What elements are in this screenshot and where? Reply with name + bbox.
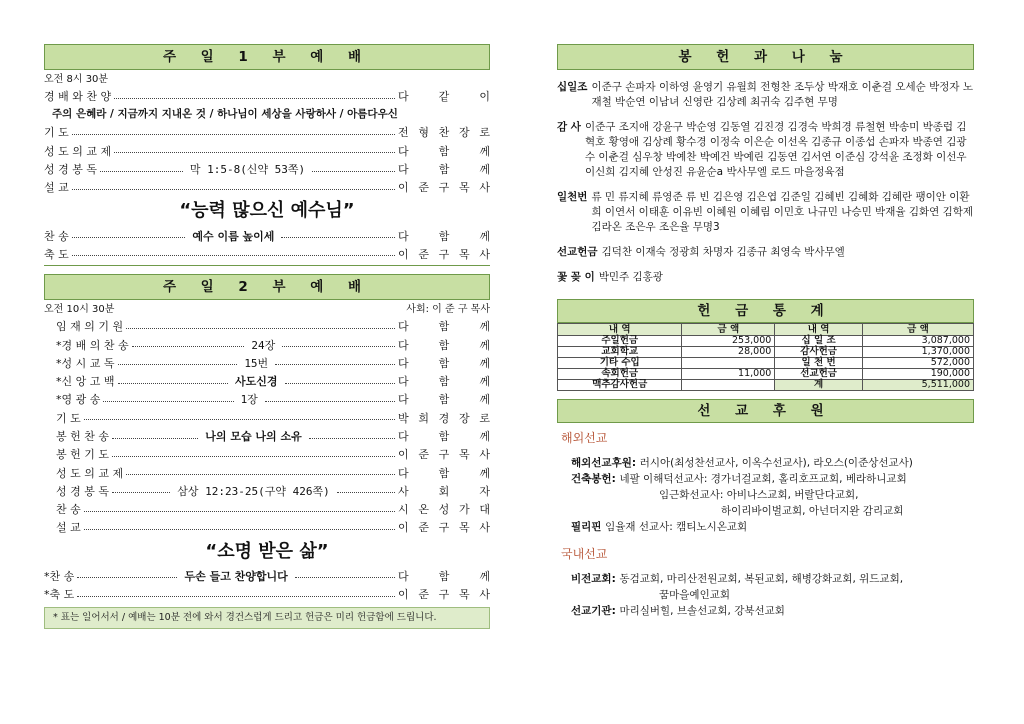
- money-item: 속회헌금: [558, 369, 682, 380]
- service1-title: 주 일 1 부 예 배: [44, 44, 490, 70]
- order-row: [44, 500, 490, 518]
- leader-char: 께: [479, 338, 490, 352]
- leader-dots: [103, 401, 233, 402]
- leader-char: 다: [398, 569, 409, 583]
- order-item-leader: [398, 228, 490, 244]
- order-row: [44, 87, 490, 105]
- money-table-header: [558, 324, 974, 336]
- leader-char: 함: [438, 393, 450, 407]
- money-amount: 11,000: [682, 369, 775, 380]
- offering-list: [557, 80, 974, 285]
- leader-char: 함: [438, 320, 450, 334]
- order-item-label: 기 도: [56, 411, 81, 425]
- leader-char: 장: [458, 126, 470, 140]
- order-row: [44, 226, 490, 244]
- offering-group: [557, 270, 974, 285]
- offering-group: [557, 80, 974, 110]
- order-item-leader: [398, 161, 490, 177]
- mission-row: [571, 587, 974, 603]
- money-row: [558, 347, 974, 358]
- mission-row: [571, 487, 974, 503]
- leader-dots: [114, 152, 395, 153]
- mission-label: 비전교회:: [571, 573, 620, 585]
- order-item-label: *성 시 교 독: [56, 356, 115, 370]
- order-item-leader: [398, 88, 490, 104]
- mission-row: [571, 519, 974, 535]
- mission-text: 하이리바이벌교회, 아넌더지완 감리교회: [721, 505, 904, 517]
- order-row: [44, 518, 490, 536]
- leader-dots: [337, 492, 395, 493]
- leader-char: 목: [458, 521, 470, 535]
- leader-char: 준: [418, 588, 429, 602]
- order-row: [44, 335, 490, 353]
- order-row: [44, 463, 490, 481]
- order-item-label: *찬 송: [44, 569, 75, 583]
- leader-char: 준: [418, 448, 429, 462]
- order-item-detail: 나의 모습 나의 소유: [205, 430, 302, 443]
- order-row: [44, 245, 490, 263]
- leader-char: 다: [398, 375, 409, 389]
- praise-song-list: 주의 은혜라 / 지금까지 지내온 것 / 하나님이 세상을 사랑하사 / 아름다우신: [52, 108, 398, 121]
- leader-dots: [118, 364, 238, 365]
- order-item-leader: [398, 446, 490, 462]
- leader-dots: [118, 383, 229, 384]
- leader-char: 께: [479, 356, 490, 370]
- order-item-detail: 사도신경: [235, 375, 278, 389]
- mission-row: [571, 603, 974, 619]
- service2-time: 오전 10시 30분: [44, 304, 115, 316]
- money-amount: 572,000: [862, 358, 973, 369]
- order-item-label: 설 교: [44, 181, 69, 195]
- leader-char: 다: [398, 466, 409, 480]
- leader-char: 께: [479, 144, 490, 158]
- leader-dots: [72, 255, 395, 256]
- offering-group-label: 감 사: [557, 121, 581, 133]
- service1-order: [44, 87, 490, 196]
- mission-text: 임율재 선교사: 캠티노시온교회: [605, 521, 748, 533]
- leader-dots: [114, 98, 395, 99]
- leader-dots: [265, 401, 395, 402]
- leader-char: 이: [398, 448, 409, 462]
- leader-dots: [275, 364, 395, 365]
- overseas-mission-heading: 해외선교: [561, 431, 608, 445]
- order-row: [44, 409, 490, 427]
- leader-char: 희: [418, 411, 429, 425]
- leader-dots: [281, 237, 395, 238]
- order-item-detail: 삼상 12:23-25(구약 426쪽): [173, 483, 333, 499]
- leader-char: 께: [479, 466, 490, 480]
- money-amount: 3,087,000: [862, 336, 973, 347]
- order-item-label: 찬 송: [44, 229, 69, 243]
- offering-group: [557, 120, 974, 180]
- leader-char: 다: [398, 338, 409, 352]
- leader-char: 께: [479, 569, 490, 583]
- order-item-leader: [398, 465, 490, 481]
- money-item: 감사헌금: [775, 347, 863, 358]
- offering-title: 봉 헌 과 나 눔: [557, 44, 974, 70]
- leader-dots: [77, 596, 395, 597]
- order-item-label: 기 도: [44, 126, 69, 140]
- leader-char: 준: [418, 521, 429, 535]
- order-row: [44, 160, 490, 178]
- offering-group-names: 김덕찬 이재숙 정광희 차명자 김종규 최영숙 박사무엘: [601, 246, 845, 258]
- leader-dots: [112, 438, 198, 439]
- leader-char: 다: [398, 163, 409, 177]
- divider: [44, 265, 490, 266]
- order-item-label: *경 배 의 찬 송: [56, 338, 129, 352]
- order-item-leader: [398, 428, 490, 444]
- money-amount: 190,000: [862, 369, 973, 380]
- order-row: [44, 123, 490, 141]
- leader-char: 함: [438, 163, 450, 177]
- leader-dots: [100, 171, 183, 172]
- order-row: [44, 372, 490, 390]
- leader-char: 전: [398, 126, 409, 140]
- order-row: [44, 354, 490, 372]
- leader-char: 목: [458, 588, 470, 602]
- leader-char: 목: [458, 448, 470, 462]
- leader-char: 께: [479, 320, 490, 334]
- leader-char: 다: [398, 90, 409, 104]
- order-item-label: 설 교: [56, 521, 81, 535]
- order-item-label: 봉 헌 찬 송: [56, 430, 109, 443]
- leader-dots: [112, 456, 395, 457]
- money-item: 십 일 조: [775, 336, 863, 347]
- order-row: [44, 585, 490, 603]
- money-amount: [682, 358, 775, 369]
- order-item-leader: [398, 124, 490, 140]
- order-item-detail: 예수 이름 높이세: [192, 229, 275, 243]
- leader-char: 다: [398, 144, 409, 158]
- leader-char: 함: [438, 229, 450, 243]
- order-item-leader: [398, 337, 490, 353]
- money-header-cell: 내 역: [775, 324, 863, 336]
- order-item-leader: [398, 410, 490, 426]
- leader-char: 목: [458, 247, 470, 261]
- order-item-leader: [398, 586, 490, 602]
- leader-dots: [77, 577, 177, 578]
- service1-closing: [44, 226, 490, 263]
- order-item-leader: [398, 373, 490, 389]
- service1-meta: [44, 73, 490, 87]
- leader-char: 사: [479, 247, 490, 261]
- leader-char: 함: [438, 356, 450, 370]
- order-item-leader: [398, 355, 490, 371]
- mission-label: 선교기관:: [571, 605, 620, 617]
- money-item: 일 천 번: [775, 358, 863, 369]
- order-row: [44, 482, 490, 500]
- leader-char: 다: [398, 356, 409, 370]
- offering-group: [557, 190, 974, 235]
- money-title: 헌 금 통 계: [557, 299, 974, 323]
- mission-row: [571, 471, 974, 487]
- order-item-label: *축 도: [44, 588, 75, 602]
- money-amount: 28,000: [682, 347, 775, 358]
- order-item-label: 경 배 와 찬 양: [44, 90, 112, 104]
- money-item: 맥추감사헌금: [558, 380, 682, 391]
- leader-char: 가: [458, 503, 470, 517]
- domestic-mission-heading: 국내선교: [561, 547, 608, 561]
- mission-label: 건축봉헌:: [571, 473, 620, 485]
- offering-group-label: 십일조: [557, 81, 588, 93]
- leader-char: 경: [438, 411, 450, 425]
- leader-char: 께: [479, 229, 490, 243]
- leader-dots: [72, 237, 186, 238]
- money-row: [558, 380, 974, 391]
- service2-title: 주 일 2 부 예 배: [44, 274, 490, 300]
- leader-char: 로: [479, 411, 490, 425]
- order-item-leader: [398, 143, 490, 159]
- offering-group-label: 꽃 꽂 이: [557, 271, 595, 283]
- order-row: [44, 178, 490, 196]
- leader-dots: [72, 134, 395, 135]
- money-row: [558, 369, 974, 380]
- leader-char: 구: [438, 588, 450, 602]
- leader-char: 이: [398, 181, 409, 195]
- leader-char: 이: [398, 521, 409, 535]
- leader-char: 준: [418, 181, 429, 195]
- leader-char: 께: [479, 430, 490, 443]
- order-row: [44, 427, 490, 445]
- offering-group-names: 이준구 손파자 이하영 윤영기 유월희 전형찬 조두상 박재호 이춘걸 오세순 박정자 노재철 박순연 이남녀 신영란 김상례 최귀숙 김주현 무명: [591, 81, 974, 108]
- order-item-label: *신 앙 고 백: [56, 375, 115, 389]
- leader-char: 준: [418, 247, 429, 261]
- mission-row: [571, 571, 974, 587]
- money-amount: 1,370,000: [862, 347, 973, 358]
- mission-text: 마리실버힐, 브솔선교회, 강북선교회: [619, 605, 785, 617]
- order-item-label: 봉 헌 기 도: [56, 448, 109, 462]
- leader-char: 께: [479, 393, 490, 407]
- leader-char: 사: [479, 521, 490, 535]
- mission-row: [571, 455, 974, 471]
- leader-dots: [84, 529, 395, 530]
- service2-meta: [44, 303, 490, 317]
- service1-time: 오전 8시 30분: [44, 74, 109, 85]
- order-item-label: 성 경 봉 독: [56, 484, 109, 498]
- money-row: [558, 358, 974, 369]
- order-row: [44, 390, 490, 408]
- leader-char: 함: [438, 144, 450, 158]
- leader-char: 이: [479, 90, 490, 104]
- order-item-label: 성 경 봉 독: [44, 163, 97, 177]
- mission-text: 임근화선교사: 아비나스교회, 버랄단다교회,: [659, 489, 859, 501]
- order-item-leader: [398, 318, 490, 334]
- order-item-detail: 막 1:5-8(신약 53쪽): [186, 161, 309, 177]
- offering-group: [557, 245, 974, 260]
- mission-text: 러시아(최성찬선교사, 이옥수선교사), 라오스(이준상선교사): [639, 457, 913, 469]
- service2-presider: 사회: 이 준 구 목사: [406, 304, 490, 316]
- leader-char: 회: [438, 484, 450, 498]
- offering-group-label: 일천번: [557, 191, 588, 203]
- order-item-leader: [398, 501, 490, 517]
- order-row: [44, 567, 490, 585]
- money-item: 주일헌금: [558, 336, 682, 347]
- service2-closing: [44, 567, 490, 604]
- order-item-detail: 24장: [247, 337, 279, 353]
- mission-label: 필리핀: [571, 521, 606, 533]
- order-item-leader: [398, 179, 490, 195]
- order-row: [44, 445, 490, 463]
- order-item-label: 축 도: [44, 247, 69, 261]
- offering-group-label: 선교헌금: [557, 246, 598, 258]
- right-column: [557, 44, 974, 619]
- leader-dots: [126, 328, 395, 329]
- leader-char: 함: [438, 466, 450, 480]
- leader-char: 함: [438, 430, 450, 443]
- leader-dots: [72, 189, 395, 190]
- leader-dots: [312, 171, 395, 172]
- order-item-leader: [398, 391, 490, 407]
- money-item: 선교헌금: [775, 369, 863, 380]
- leader-dots: [84, 419, 395, 420]
- money-header-cell: 금 액: [682, 324, 775, 336]
- order-item-label: 성 도 의 교 제: [56, 466, 124, 480]
- leader-char: 형: [418, 126, 429, 140]
- order-item-leader: [398, 246, 490, 262]
- leader-char: 다: [398, 430, 409, 443]
- order-item-label: 성 도 의 교 제: [44, 144, 112, 158]
- money-row: [558, 336, 974, 347]
- money-header-cell: 내 역: [558, 324, 682, 336]
- domestic-mission-list: [557, 571, 974, 619]
- order-item-label: 찬 송: [56, 503, 81, 517]
- leader-char: 구: [438, 521, 450, 535]
- mission-text: 네팔 이해덕선교사: 경가너걸교회, 홀리호프교회, 베라하니교회: [619, 473, 907, 485]
- leader-dots: [84, 511, 395, 512]
- service2-sermon-title: “소명 받은 삶”: [205, 540, 329, 562]
- order-item-label: 임 재 의 기 원: [56, 320, 124, 334]
- notice-bar: * 표는 일어서서 / 예배는 10분 전에 와서 경건스럽게 드리고 헌금은 미리 헌금함에 드립니다.: [44, 607, 490, 629]
- mission-title: 선 교 후 원: [557, 399, 974, 423]
- money-item: 계: [775, 380, 863, 391]
- leader-char: 박: [398, 411, 409, 425]
- money-item: 기타 수입: [558, 358, 682, 369]
- mission-label: 해외선교후원:: [571, 457, 640, 469]
- order-item-detail: 두손 들고 찬양합니다: [184, 569, 288, 583]
- service2-order: [44, 317, 490, 537]
- leader-char: 께: [479, 375, 490, 389]
- mission-row: [571, 503, 974, 519]
- leader-char: 로: [479, 126, 490, 140]
- leader-char: 같: [438, 90, 450, 104]
- leader-char: 사: [398, 484, 409, 498]
- order-item-leader: [398, 568, 490, 584]
- leader-char: 사: [479, 181, 490, 195]
- leader-char: 목: [458, 181, 470, 195]
- mission-text: 꿈마을예인교회: [659, 589, 731, 601]
- leader-dots: [295, 577, 395, 578]
- leader-char: 사: [479, 448, 490, 462]
- leader-char: 함: [438, 338, 450, 352]
- leader-dots: [126, 474, 395, 475]
- left-column: [44, 44, 490, 629]
- order-item-detail: 15번: [240, 355, 272, 371]
- order-item-leader: [398, 519, 490, 535]
- leader-char: 구: [438, 181, 450, 195]
- order-row: [44, 317, 490, 335]
- order-item-leader: [398, 483, 490, 499]
- leader-char: 함: [438, 375, 450, 389]
- money-table: [557, 323, 974, 391]
- offering-group-names: 이준구 조지애 강윤구 박순영 김동열 김진경 김경숙 박희경 류철현 박송미 박종럽 김혁호 황영애 김상례 황수경 이정숙 이은순 이선옥 김종규 이종섭 손파자 박종연 김광수 이춘걸 심우창 박예찬 박예건 박예린 김동연 김서연 이준심 강석윤 조정화 이선우 이신희 김지혜 안성진 유윤순a 박사무엘 로드 마을정육점: [584, 121, 967, 178]
- leader-char: 다: [398, 229, 409, 243]
- offering-group-names: 박민주 김홍광: [598, 271, 663, 283]
- leader-dots: [285, 383, 396, 384]
- order-item-detail: 1장: [237, 391, 262, 407]
- leader-dots: [282, 346, 395, 347]
- leader-char: 성: [438, 503, 450, 517]
- money-amount: [682, 380, 775, 391]
- leader-char: 자: [479, 484, 490, 498]
- money-amount: 253,000: [682, 336, 775, 347]
- leader-char: 온: [418, 503, 429, 517]
- leader-char: 찬: [438, 126, 450, 140]
- money-item: 교회학교: [558, 347, 682, 358]
- leader-char: 구: [438, 448, 450, 462]
- leader-dots: [112, 492, 170, 493]
- leader-char: 다: [398, 320, 409, 334]
- leader-char: 구: [438, 247, 450, 261]
- leader-char: 이: [398, 247, 409, 261]
- leader-char: 사: [479, 588, 490, 602]
- leader-char: 께: [479, 163, 490, 177]
- order-row: [44, 142, 490, 160]
- leader-char: 다: [398, 393, 409, 407]
- leader-dots: [309, 438, 395, 439]
- money-header-cell: 금 액: [862, 324, 973, 336]
- leader-char: 이: [398, 588, 409, 602]
- leader-char: 대: [479, 503, 490, 517]
- leader-char: 장: [458, 411, 470, 425]
- offering-group-names: 류 민 류지혜 류영준 류 빈 김은영 김은엽 김준일 김혜빈 김혜화 김혜란 팽이안 이환희 이연서 이태훈 이유빈 이혜원 이혜림 이민호 나규민 나승민 박재율 김화연 김학제 김라온 조은우 조은율 무명3: [591, 191, 974, 233]
- leader-char: 시: [398, 503, 409, 517]
- leader-dots: [132, 346, 245, 347]
- overseas-mission-list: [557, 455, 974, 535]
- order-item-label: *영 광 송: [56, 393, 101, 407]
- service1-sermon-title: “능력 많으신 예수님”: [179, 200, 355, 222]
- money-amount: 5,511,000: [862, 380, 973, 391]
- mission-text: 동검교회, 마리산전원교회, 복된교회, 해병강화교회, 위드교회,: [619, 573, 904, 585]
- leader-char: 함: [438, 569, 450, 583]
